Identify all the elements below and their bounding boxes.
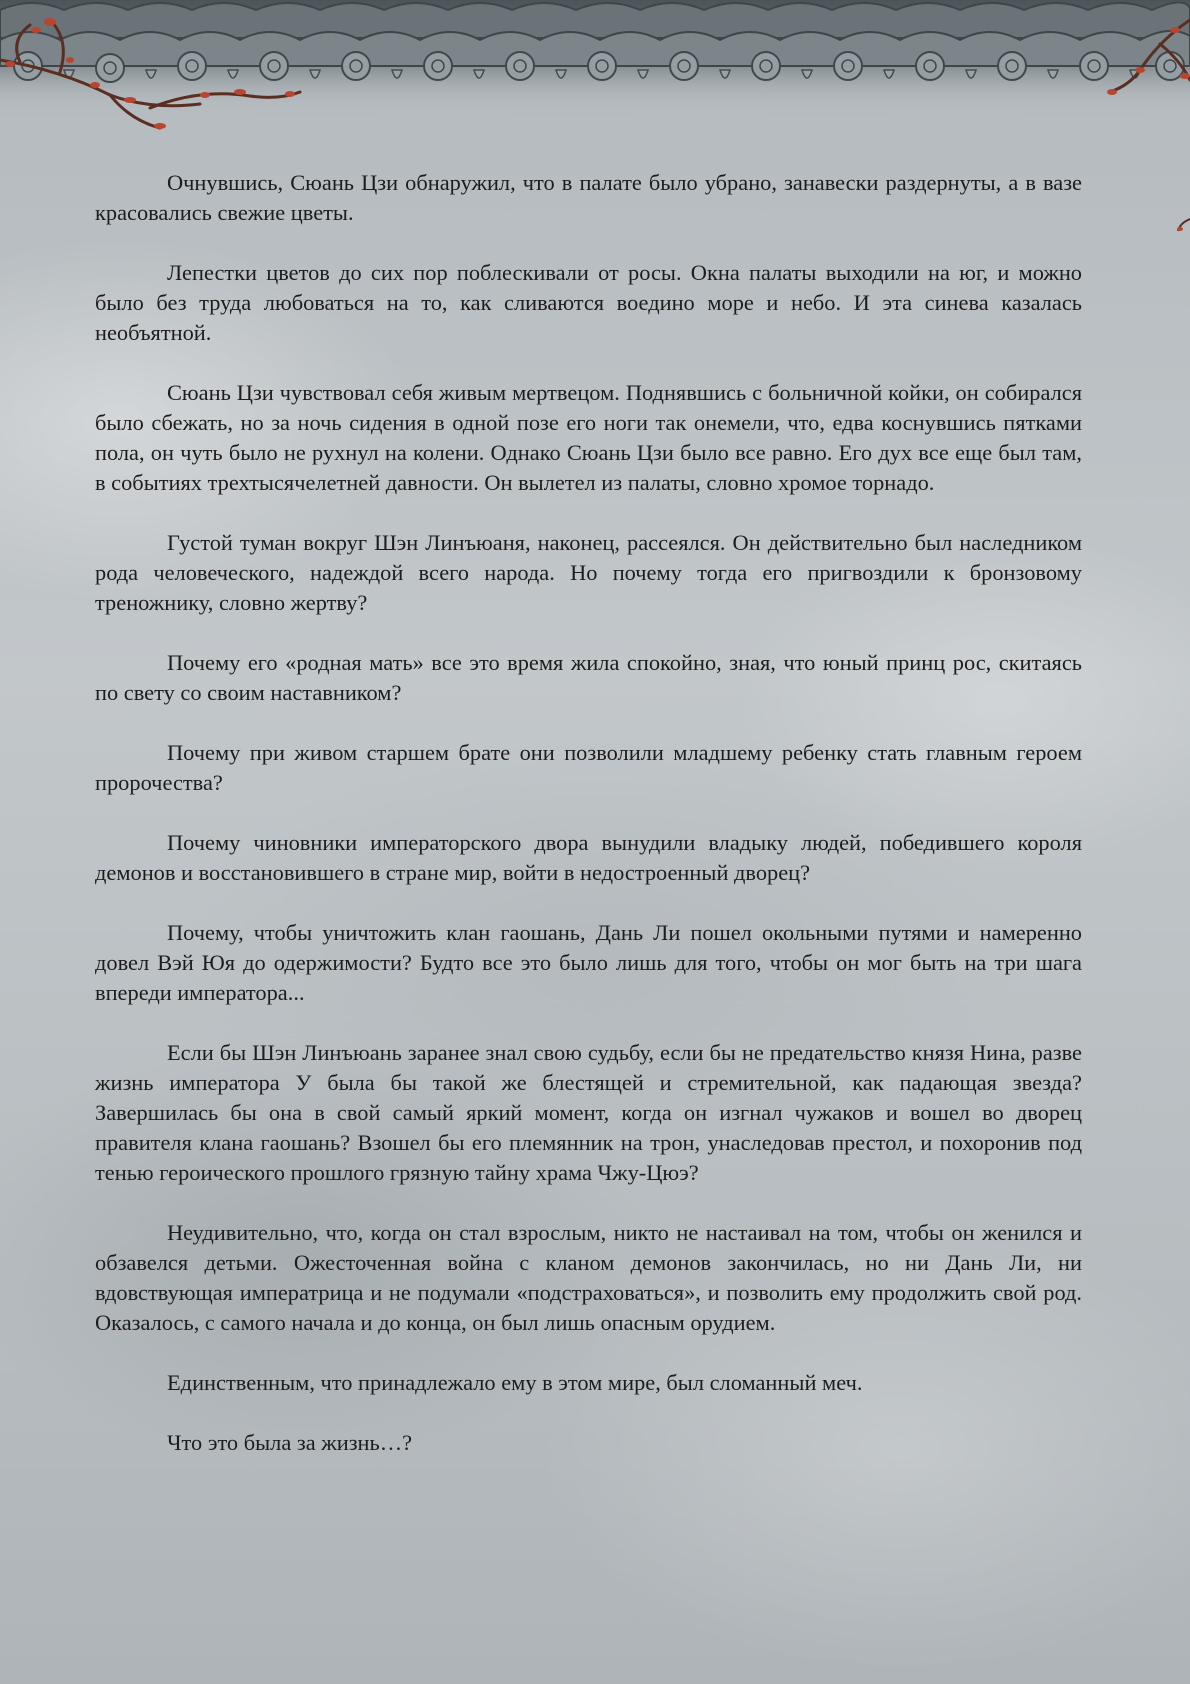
- paragraph-7: Почему чиновники императорского двора вынудили владыку людей, победившего короля демонов и восстановившего в стране мир, войти в недостроенный дворец?: [95, 830, 1082, 885]
- paragraph-9: Если бы Шэн Линъюань заранее знал свою судьбу, если бы не предательство князя Нина, разве жизнь императора У была бы такой же блестящей и стремительной, как падающая звезда? Завершилась бы она в свой самый яркий момент, когда он изгнал чужаков и вошел во дворец правителя клана гаошань? Взошел бы его племянник на трон, унаследовав престол, и похоронив под тенью героического прошлого грязную тайну храма Чжу-Цюэ?: [95, 1040, 1082, 1185]
- paragraph-4: Густой туман вокруг Шэн Линъюаня, наконец, рассеялся. Он действительно был наследником рода человеческого, надеждой всего народа. Но почему тогда его пригвоздили к бронзовому треножнику, словно жертву?: [95, 530, 1082, 615]
- paragraph-12: Что это была за жизнь…?: [167, 1430, 413, 1455]
- paragraph-2: Лепестки цветов до сих пор поблескивали от росы. Окна палаты выходили на юг, и можно было без труда любоваться на то, как сливаются воедино море и небо. И эта синева казалась необъятной.: [95, 260, 1082, 345]
- paragraph-3: Сюань Цзи чувствовал себя живым мертвецом. Поднявшись с больничной койки, он собирался было сбежать, но за ночь сидения в одной позе его ноги так онемели, что, едва коснувшись пятками пола, он чуть было не рухнул на колени. Однако Сюань Цзи было все равно. Его дух все еще был там, в событиях трехтысячелетней давности. Он вылетел из палаты, словно хромое торнадо.: [95, 380, 1082, 495]
- paragraph-6: Почему при живом старшем брате они позволили младшему ребенку стать главным героем пророчества?: [95, 740, 1082, 795]
- paragraph-1: Очнувшись, Сюань Цзи обнаружил, что в палате было убрано, занавески раздернуты, а в вазе красовались свежие цветы.: [95, 170, 1082, 225]
- paragraph-8: Почему, чтобы уничтожить клан гаошань, Дань Ли пошел окольными путями и намеренно довел Вэй Юя до одержимости? Будто все это было лишь для того, чтобы он мог быть на три шага впереди императора...: [95, 920, 1082, 1005]
- blossom-branch-left-decoration: [0, 0, 320, 140]
- paragraph-10: Неудивительно, что, когда он стал взрослым, никто не настаивал на том, чтобы он женился и обзавелся детьми. Ожесточенная война с кланом демонов закончилась, но ни Дань Ли, ни вдовствующая императрица и не подумали «подстраховаться», и позволить ему продолжить свой род. Оказалось, с самого начала и до конца, он был лишь опасным орудием.: [95, 1220, 1082, 1335]
- paragraph-11: Единственным, что принадлежало ему в этом мире, был сломанный меч.: [167, 1370, 863, 1395]
- paragraph-5: Почему его «родная мать» все это время жила спокойно, зная, что юный принц рос, скитаясь по свету со своим наставником?: [95, 650, 1082, 705]
- chapter-text: [95, 168, 1082, 1458]
- blossom-branch-right-decoration: [1050, 0, 1190, 110]
- blossom-petal-decoration: [1176, 215, 1190, 235]
